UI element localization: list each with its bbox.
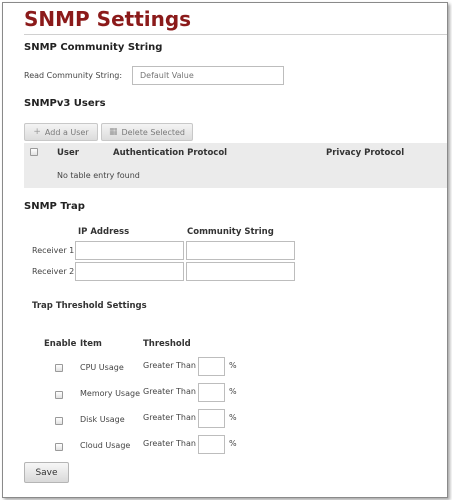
empty-table-message: No table entry found <box>57 171 140 180</box>
column-enable: Enable <box>44 339 77 349</box>
disk-item-label: Disk Usage <box>80 415 125 424</box>
column-item: Item <box>80 339 102 349</box>
memory-threshold-input[interactable] <box>198 383 225 402</box>
cpu-item-label: CPU Usage <box>80 363 124 372</box>
v3users-section-title: SNMPv3 Users <box>24 98 106 109</box>
receiver-2-community-input[interactable] <box>186 262 295 281</box>
column-user: User <box>57 148 79 158</box>
delete-selected-button[interactable] <box>101 123 193 141</box>
community-section-title: SNMP Community String <box>24 42 163 53</box>
cloud-threshold-input[interactable] <box>198 435 225 454</box>
select-all-checkbox[interactable] <box>30 148 38 156</box>
cpu-unit-label: % <box>229 361 237 370</box>
column-community-string: Community String <box>187 227 274 237</box>
cpu-threshold-input[interactable] <box>198 357 225 376</box>
column-threshold: Threshold <box>143 339 191 349</box>
receiver-2-ip-input[interactable] <box>75 262 184 281</box>
save-button[interactable] <box>24 462 69 483</box>
add-user-label: Add a User <box>44 127 89 137</box>
delete-selected-label: Delete Selected <box>121 127 186 137</box>
title-divider <box>24 34 448 35</box>
read-community-label: Read Community String: <box>24 71 123 80</box>
receiver-1-ip-input[interactable] <box>75 241 184 260</box>
cloud-item-label: Cloud Usage <box>80 441 131 450</box>
cpu-condition-label: Greater Than <box>143 361 196 370</box>
cloud-condition-label: Greater Than <box>143 439 196 448</box>
cloud-unit-label: % <box>229 439 237 448</box>
page-title: SNMP Settings <box>24 7 192 31</box>
trash-icon: ▦ <box>108 126 118 137</box>
disk-enable-checkbox[interactable] <box>55 417 63 425</box>
cloud-enable-checkbox[interactable] <box>55 443 63 451</box>
cpu-enable-checkbox[interactable] <box>55 364 63 372</box>
add-user-button[interactable] <box>24 123 98 141</box>
receiver-2-label: Receiver 2 <box>32 267 75 276</box>
column-auth-protocol: Authentication Protocol <box>113 148 228 158</box>
memory-unit-label: % <box>229 387 237 396</box>
disk-condition-label: Greater Than <box>143 413 196 422</box>
memory-enable-checkbox[interactable] <box>55 391 63 399</box>
disk-threshold-input[interactable] <box>198 409 225 428</box>
receiver-1-community-input[interactable] <box>186 241 295 260</box>
column-privacy-protocol: Privacy Protocol <box>326 148 405 158</box>
memory-item-label: Memory Usage <box>80 389 141 398</box>
column-ip-address: IP Address <box>78 227 130 237</box>
memory-condition-label: Greater Than <box>143 387 196 396</box>
snmp-settings-panel <box>2 2 448 498</box>
disk-unit-label: % <box>229 413 237 422</box>
threshold-section-title: Trap Threshold Settings <box>32 301 147 311</box>
read-community-input[interactable] <box>132 66 284 85</box>
save-label: Save <box>35 467 58 478</box>
receiver-1-label: Receiver 1 <box>32 246 75 255</box>
trap-section-title: SNMP Trap <box>24 201 85 212</box>
plus-icon: + <box>33 126 41 137</box>
